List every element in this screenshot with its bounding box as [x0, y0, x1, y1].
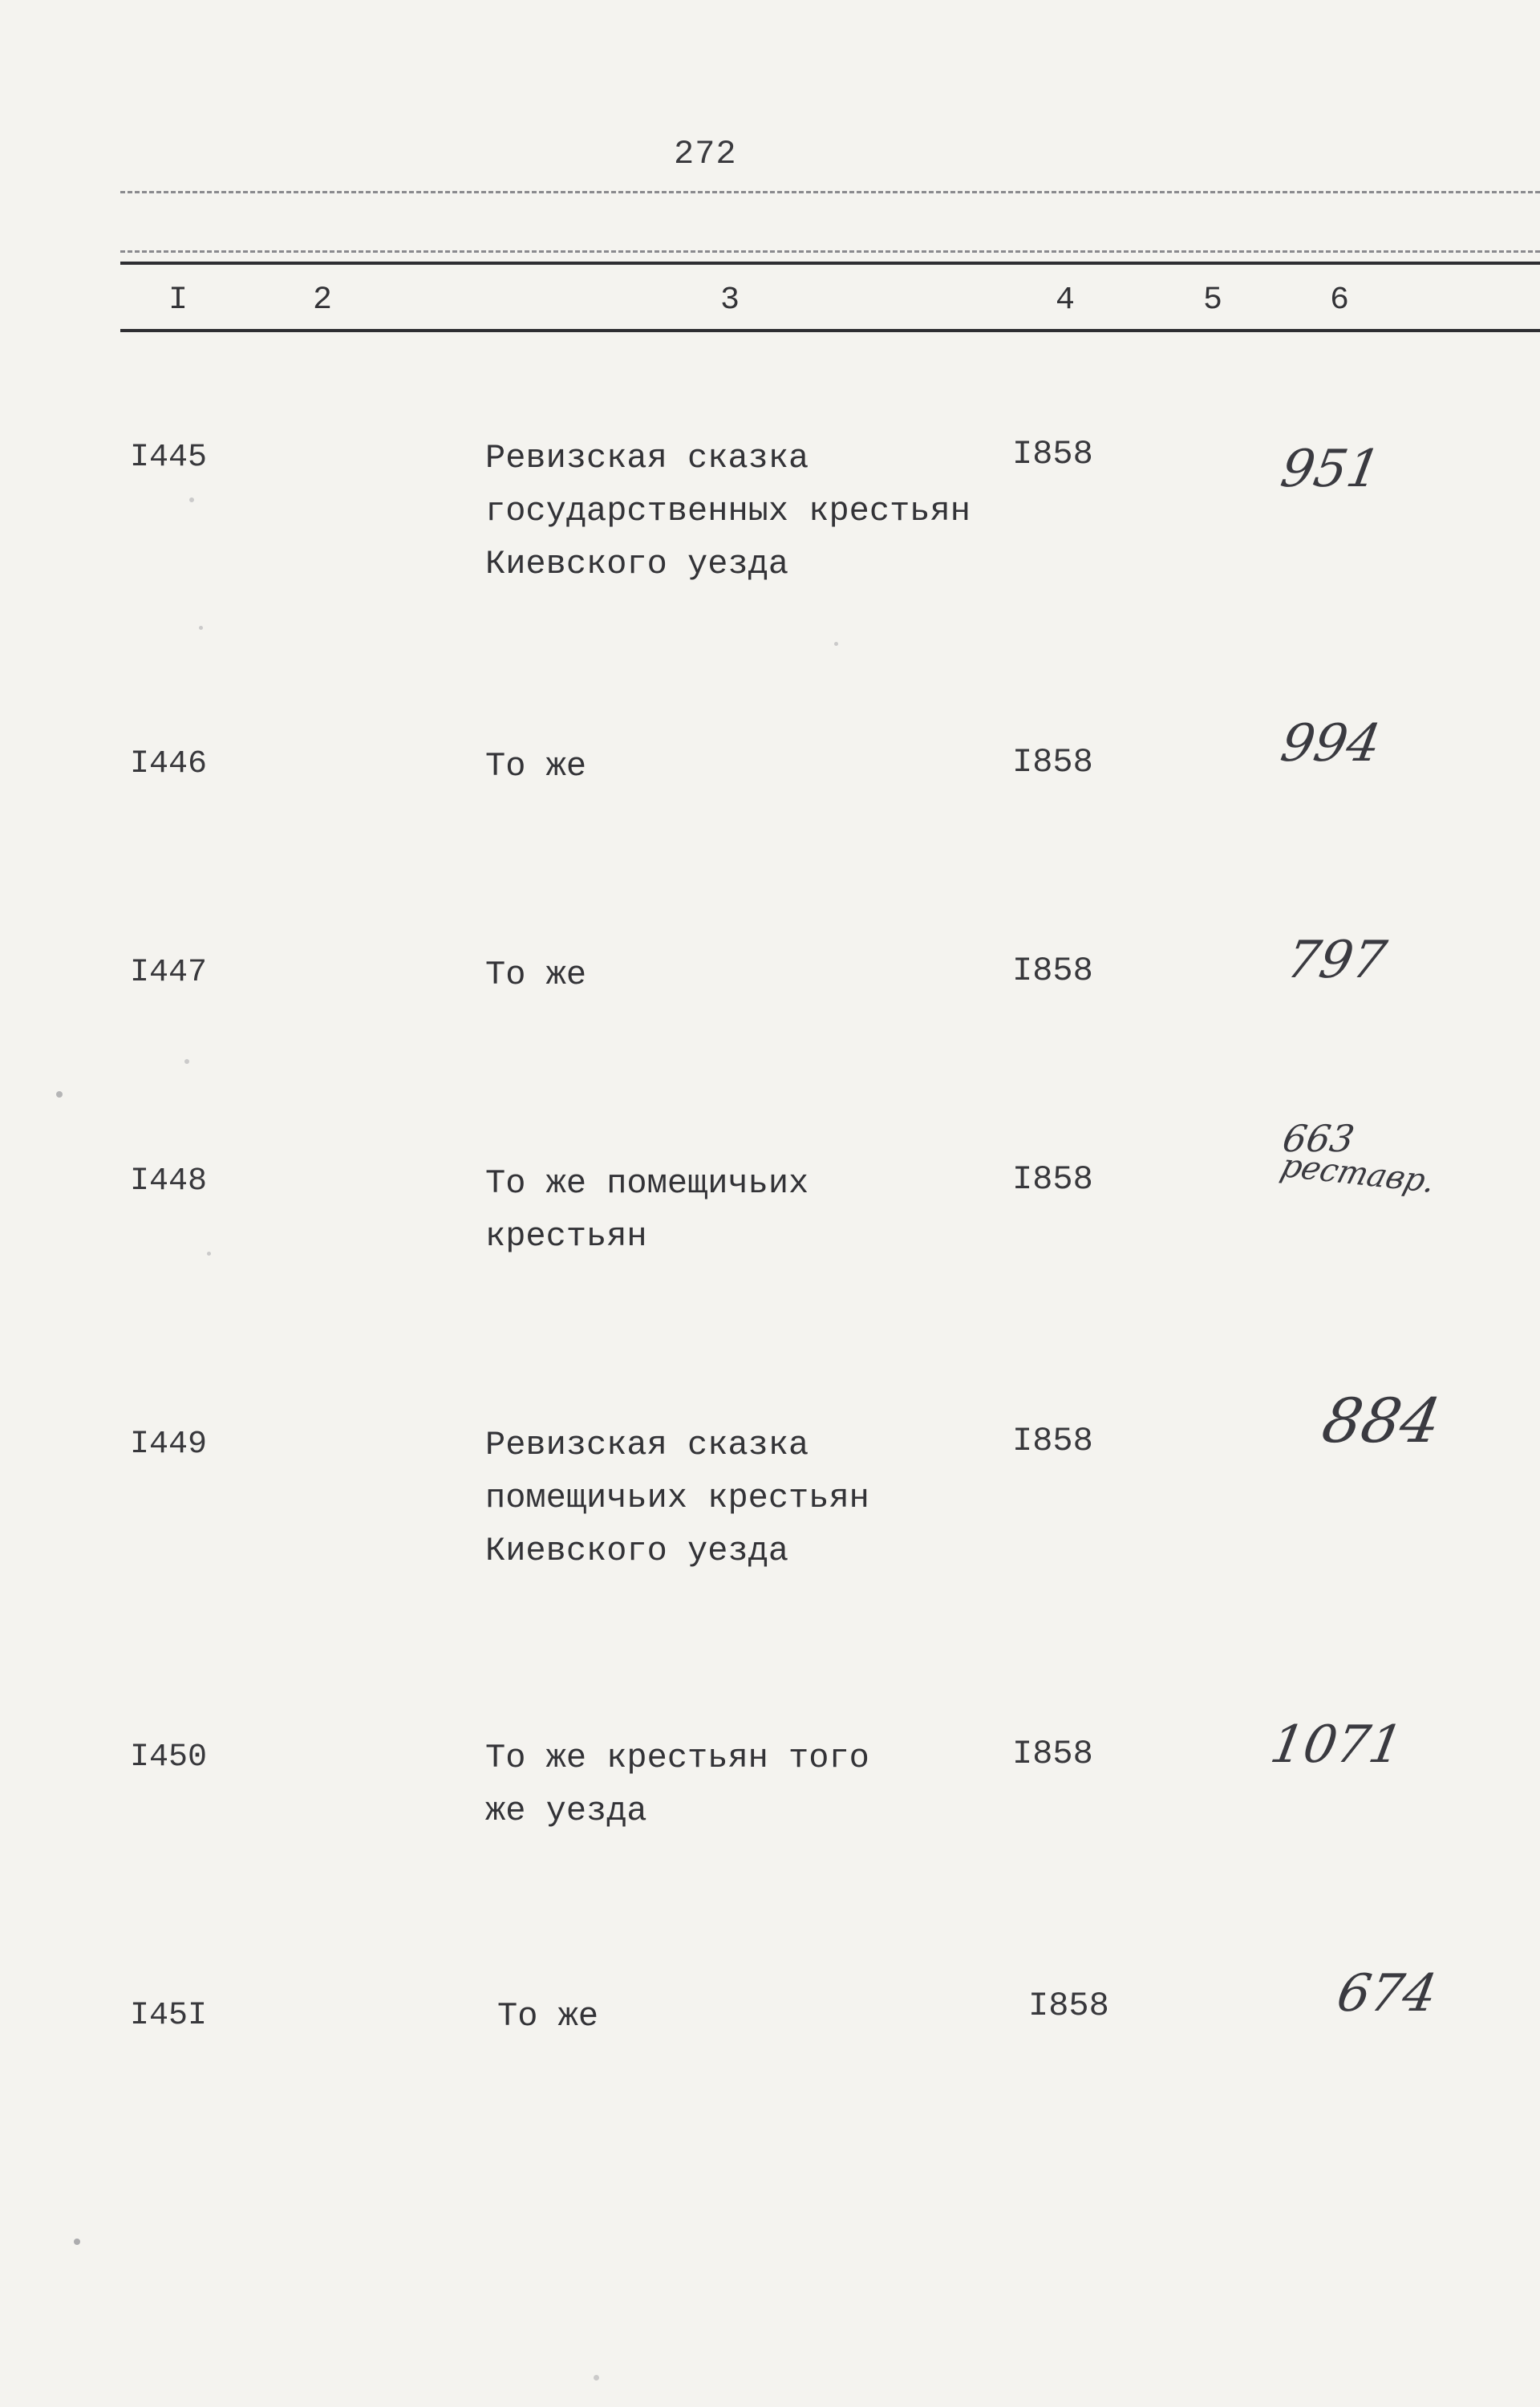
column-header-6: 6	[1330, 282, 1350, 319]
handwritten-note: реставр.	[1276, 1147, 1441, 1201]
row-number: I448	[130, 1163, 208, 1199]
row-description	[485, 1419, 1047, 1577]
description-line: То же помещичьих	[485, 1164, 809, 1203]
row-year: I858	[1012, 743, 1093, 781]
description-line: государственных крестьян	[485, 492, 971, 530]
row-year: I858	[1012, 1422, 1093, 1460]
scan-speckle	[199, 626, 203, 630]
row-number: I447	[130, 955, 208, 991]
handwritten-count: 663	[1279, 1117, 1358, 1160]
scan-speckle	[74, 2239, 80, 2245]
description-line: Киевского уезда	[485, 545, 789, 583]
scan-speckle	[189, 497, 194, 502]
description-line: То же	[485, 956, 587, 994]
row-description	[485, 1731, 1047, 1837]
row-number: I45I	[130, 1998, 208, 2034]
row-description	[485, 432, 1047, 591]
description-line: Ревизская сказка	[485, 1426, 809, 1464]
scan-speckle	[594, 2375, 599, 2381]
description-line: крестьян	[485, 1217, 647, 1256]
description-line: же уезда	[485, 1792, 647, 1830]
row-year: I858	[1012, 952, 1093, 990]
row-year: I858	[1012, 435, 1093, 473]
scan-speckle	[184, 1059, 189, 1064]
scan-speckle	[207, 1252, 211, 1256]
column-header-4: 4	[1056, 282, 1076, 319]
row-number: I445	[130, 440, 208, 476]
row-description	[485, 948, 1047, 1001]
header-bottom-rule	[120, 329, 1540, 332]
row-year: I858	[1012, 1735, 1093, 1773]
handwritten-count: 797	[1282, 931, 1391, 990]
row-description	[485, 740, 1047, 793]
description-line: То же	[485, 747, 587, 785]
top-dotted-rule	[120, 191, 1540, 193]
upper-dotted-rule	[120, 250, 1540, 253]
row-description	[485, 1157, 1047, 1263]
row-year: I858	[1028, 1987, 1109, 2025]
column-header-1: I	[168, 282, 188, 319]
page-number: 272	[674, 135, 737, 173]
column-header-3: 3	[720, 282, 740, 319]
header-top-rule	[120, 262, 1540, 265]
handwritten-count: 951	[1276, 440, 1385, 499]
handwritten-count: 1071	[1266, 1715, 1408, 1775]
handwritten-count: 674	[1332, 1964, 1441, 2023]
scan-speckle	[834, 642, 838, 646]
description-line: Ревизская сказка	[485, 439, 809, 477]
description-line: То же	[497, 1997, 599, 2036]
column-header-5: 5	[1203, 282, 1223, 319]
description-line: То же крестьян того	[485, 1739, 869, 1777]
row-number: I450	[130, 1739, 208, 1776]
scan-speckle	[56, 1091, 63, 1098]
row-year: I858	[1012, 1160, 1093, 1199]
handwritten-count: 884	[1317, 1385, 1446, 1456]
description-line: помещичьих крестьян	[485, 1479, 869, 1517]
handwritten-count: 994	[1276, 714, 1385, 773]
row-description	[497, 1990, 1059, 2043]
description-line: Киевского уезда	[485, 1532, 789, 1570]
column-header-2: 2	[313, 282, 333, 319]
row-number: I449	[130, 1427, 208, 1463]
row-number: I446	[130, 746, 208, 782]
